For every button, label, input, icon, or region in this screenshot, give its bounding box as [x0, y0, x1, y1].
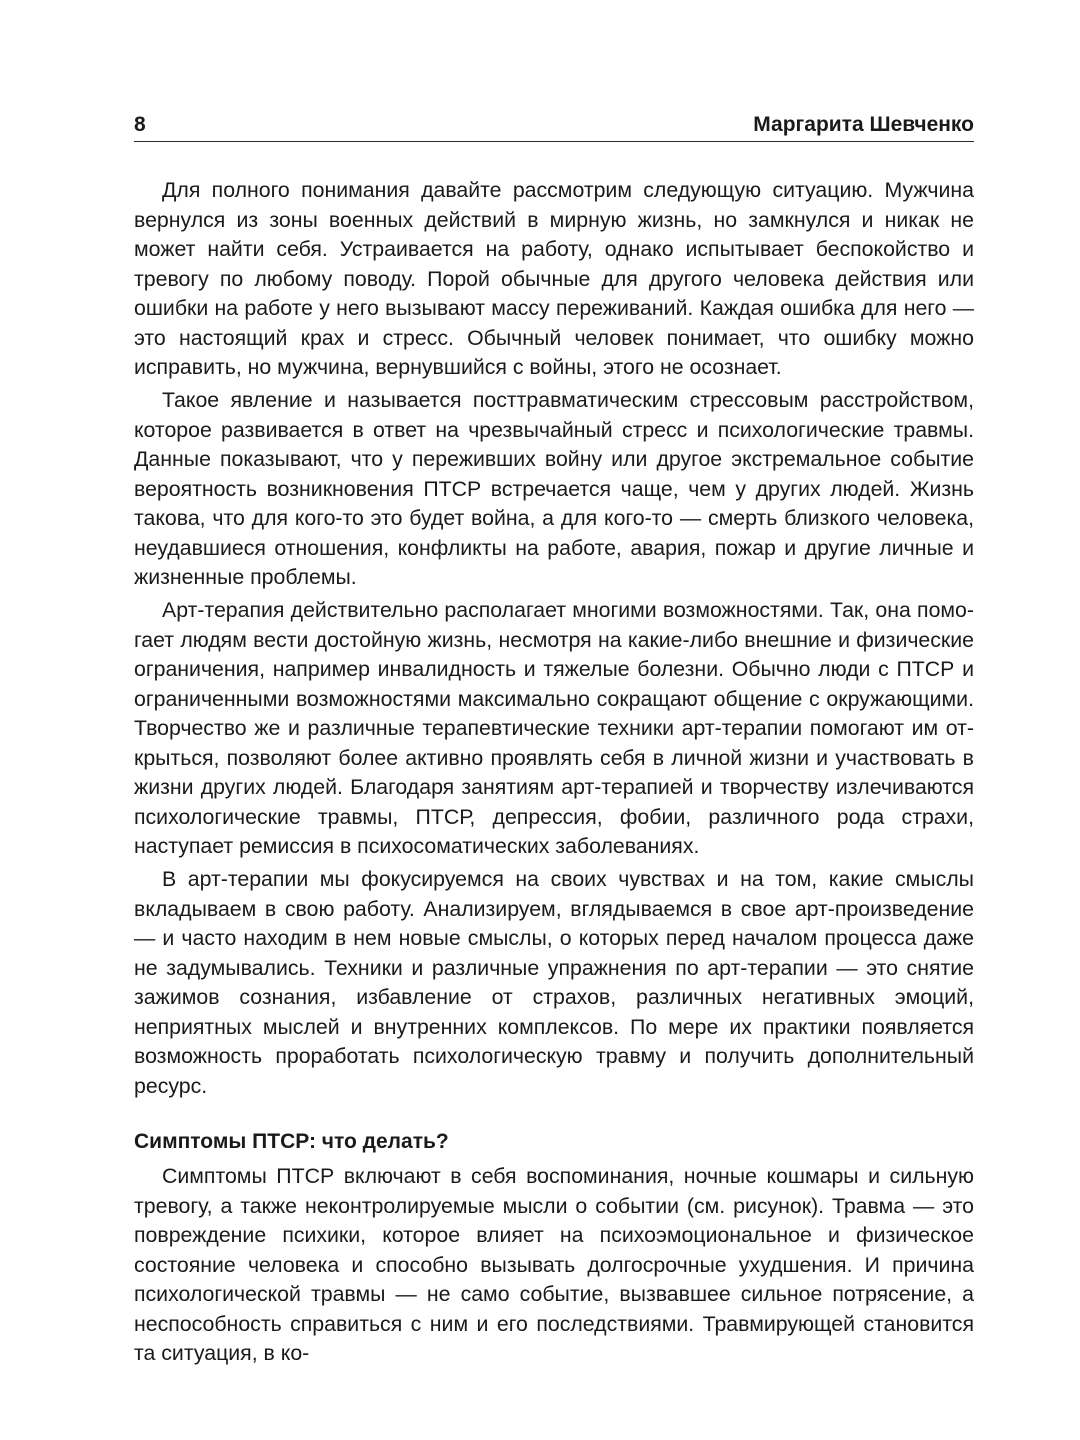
running-header-author: Маргарита Шевченко	[753, 113, 974, 136]
page-number: 8	[134, 113, 146, 136]
section-heading: Симптомы ПТСР: что делать?	[134, 1130, 449, 1153]
paragraph: Для полного понимания давайте рассмотрим следующую ситуацию. Мужчина вернулся из зоны военных действий в мирную жизнь, но замкнулся и никак не может найти себя. Устраивается на работу, однако испытывает беспокойство и тревогу по любому поводу. Порой обычные для другого человека действия или ошибки на работе у него вызывают массу переживаний. Каждая ошибка для него — это настоящий крах и стресс. Обычный человек понимает, что ошибку можно исправить, но мужчина, вернувшийся с войны, этого не осознает.	[134, 178, 974, 379]
paragraph: В арт-терапии мы фокусируемся на своих чувствах и на том, какие смыслы вкладываем в свою работу. Анализируем, вглядываемся в свое арт-произведение — и часто находим в нем новые смыслы, о которых перед началом процесса даже не задумывались. Техники и различные упражнения по арт-терапии — это снятие зажимов сознания, избавление от страхов, различных негативных эмоций, неприятных мыслей и внутренних комплексов. По мере их практики появляется возможность проработать психологическую травму и получить дополнительный ресурс.	[134, 867, 974, 1098]
paragraph: Такое явление и называется посттравматическим стрессовым расстройством, которое развивается в ответ на чрезвычайный стресс и психологические травмы. Данные показывают, что у переживших войну или другое экстремальное событие вероятность возникновения ПТСР встречается чаще, чем у других людей. Жизнь такова, что для кого-то это будет война, а для кого-то — смерть близкого человека, неудавшиеся отношения, конфликты на работе, авария, пожар и другие личные и жизненные проблемы.	[134, 388, 974, 589]
book-page	[134, 108, 974, 1372]
paragraph: Арт-терапия действительно располагает многими возможностями. Так, она помогает людям вести достойную жизнь, несмотря на какие-либо внешние и физические ограничения, например инвалидность и тяжелые болезни. Обычно люди с ПТСР и ограниченными возможностями максимально сокращают общение с окружающими. Творчество же и различные терапевтические техники арт-терапии помогают им открыться, позволяют более активно проявлять себя в личной жизни и участвовать в жизни других людей. Благодаря занятиям арт-терапией и творчеству излечиваются психологические травмы, ПТСР, депрессия, фобии, различного рода страхи, наступает ремиссия в психосоматических заболеваниях.	[134, 598, 974, 858]
body-text	[134, 176, 974, 1369]
section-paragraph: Симптомы ПТСР включают в себя воспоминания, ночные кошмары и сильную тревогу, а также неконтролируемые мысли о событии (см. рисунок). Травма — это повреждение психики, которое влияет на психоэмоциональное и физическое состояние человека и способно вызывать долгосрочные ухудшения. И причина психологической травмы — не само событие, вызвавшее сильное потрясение, а неспособность справиться с ним и его последствиями. Травмирующей становится та ситуация, в ко-	[134, 1164, 974, 1365]
running-header	[134, 108, 974, 142]
